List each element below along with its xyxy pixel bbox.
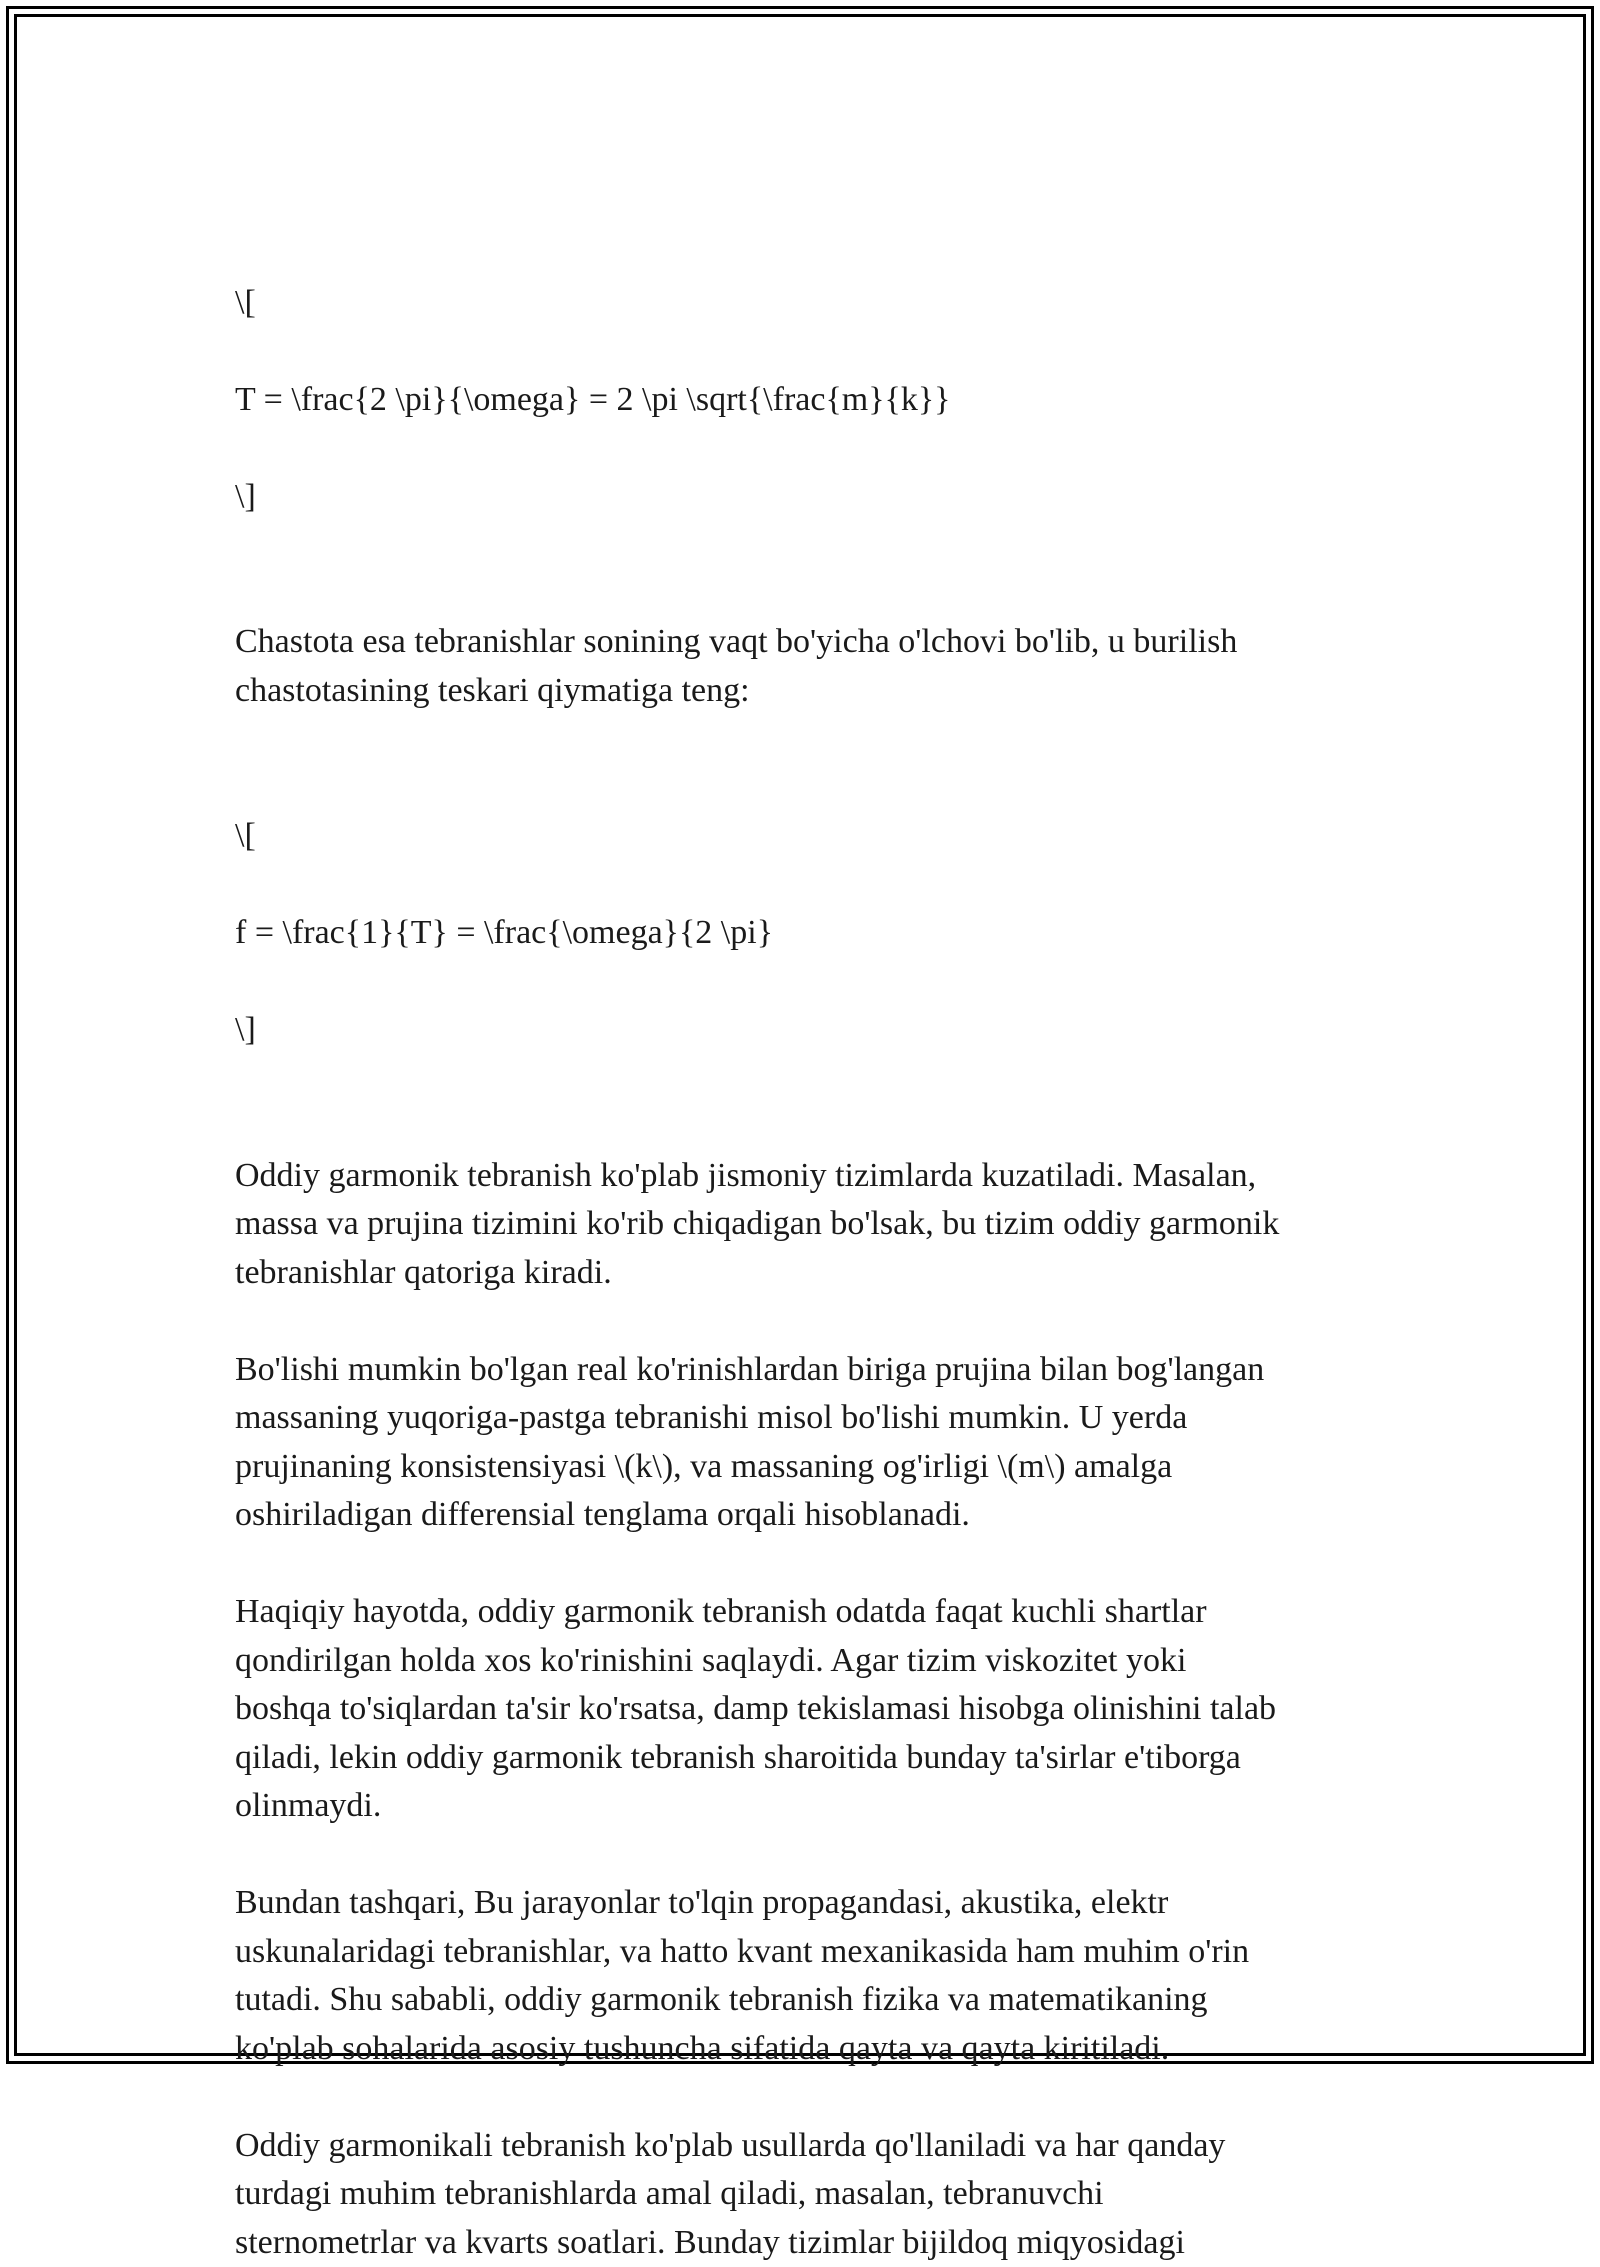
document-body — [235, 230, 1395, 2267]
formula-period-body: T = \frac{2 \pi}{\omega} = 2 \pi \sqrt{\frac{m}{k}} — [235, 376, 1395, 425]
paragraph-frequency-intro: Chastota esa tebranishlar sonining vaqt bo'yicha o'lchovi bo'lib, u burilish chastotasining teskari qiymatiga teng: — [235, 618, 1395, 715]
paragraph-real-life: Haqiqiy hayotda, oddiy garmonik tebranish odatda faqat kuchli shartlar qondirilgan holda xos ko'rinishini saqlaydi. Agar tizim viskozitet yoki boshqa to'siqlardan ta'sir ko'rsatsa, damp tekislamasi hisobga olinishini talab qiladi, lekin oddiy garmonik tebranish sharoitida bunday ta'sirlar e'tiborga olinmaydi. — [235, 1588, 1395, 1831]
formula-period — [235, 230, 1395, 570]
formula-frequency — [235, 764, 1395, 1104]
paragraph-physical-systems: Oddiy garmonik tebranish ko'plab jismoniy tizimlarda kuzatiladi. Masalan, massa va prujina tizimini ko'rib chiqadigan bo'lsak, bu tizim oddiy garmonik tebranishlar qatoriga kiradi. — [235, 1152, 1395, 1298]
formula-open-delimiter: \[ — [235, 279, 1395, 328]
paragraph-usage: Oddiy garmonikali tebranish ko'plab usullarda qo'llaniladi va har qanday turdagi muhim tebranishlarda amal qiladi, masalan, tebranuvchi sternometrlar va kvarts soatlari. Bunday tizimlar bijildoq miqyosidagi — [235, 2122, 1395, 2267]
formula-close-delimiter: \] — [235, 1006, 1395, 1055]
paragraph-spring-mass-example: Bo'lishi mumkin bo'lgan real ko'rinishlardan biriga prujina bilan bog'langan massaning yuqoriga-pastga tebranishi misol bo'lishi mumkin. U yerda prujinaning konsistensiyasi \(k\), va massaning og'irligi \(m\) amalga oshiriladigan differensial tenglama orqali hisoblanadi. — [235, 1346, 1395, 1540]
formula-close-delimiter: \] — [235, 473, 1395, 522]
paragraph-applications: Bundan tashqari, Bu jarayonlar to'lqin propagandasi, akustika, elektr uskunalaridagi tebranishlar, va hatto kvant mexanikasida ham muhim o'rin tutadi. Shu sababli, oddiy garmonik tebranish fizika va matematikaning ko'plab sohalarida asosiy tushuncha sifatida qayta va qayta kiritiladi. — [235, 1879, 1395, 2073]
formula-open-delimiter: \[ — [235, 812, 1395, 861]
formula-frequency-body: f = \frac{1}{T} = \frac{\omega}{2 \pi} — [235, 909, 1395, 958]
